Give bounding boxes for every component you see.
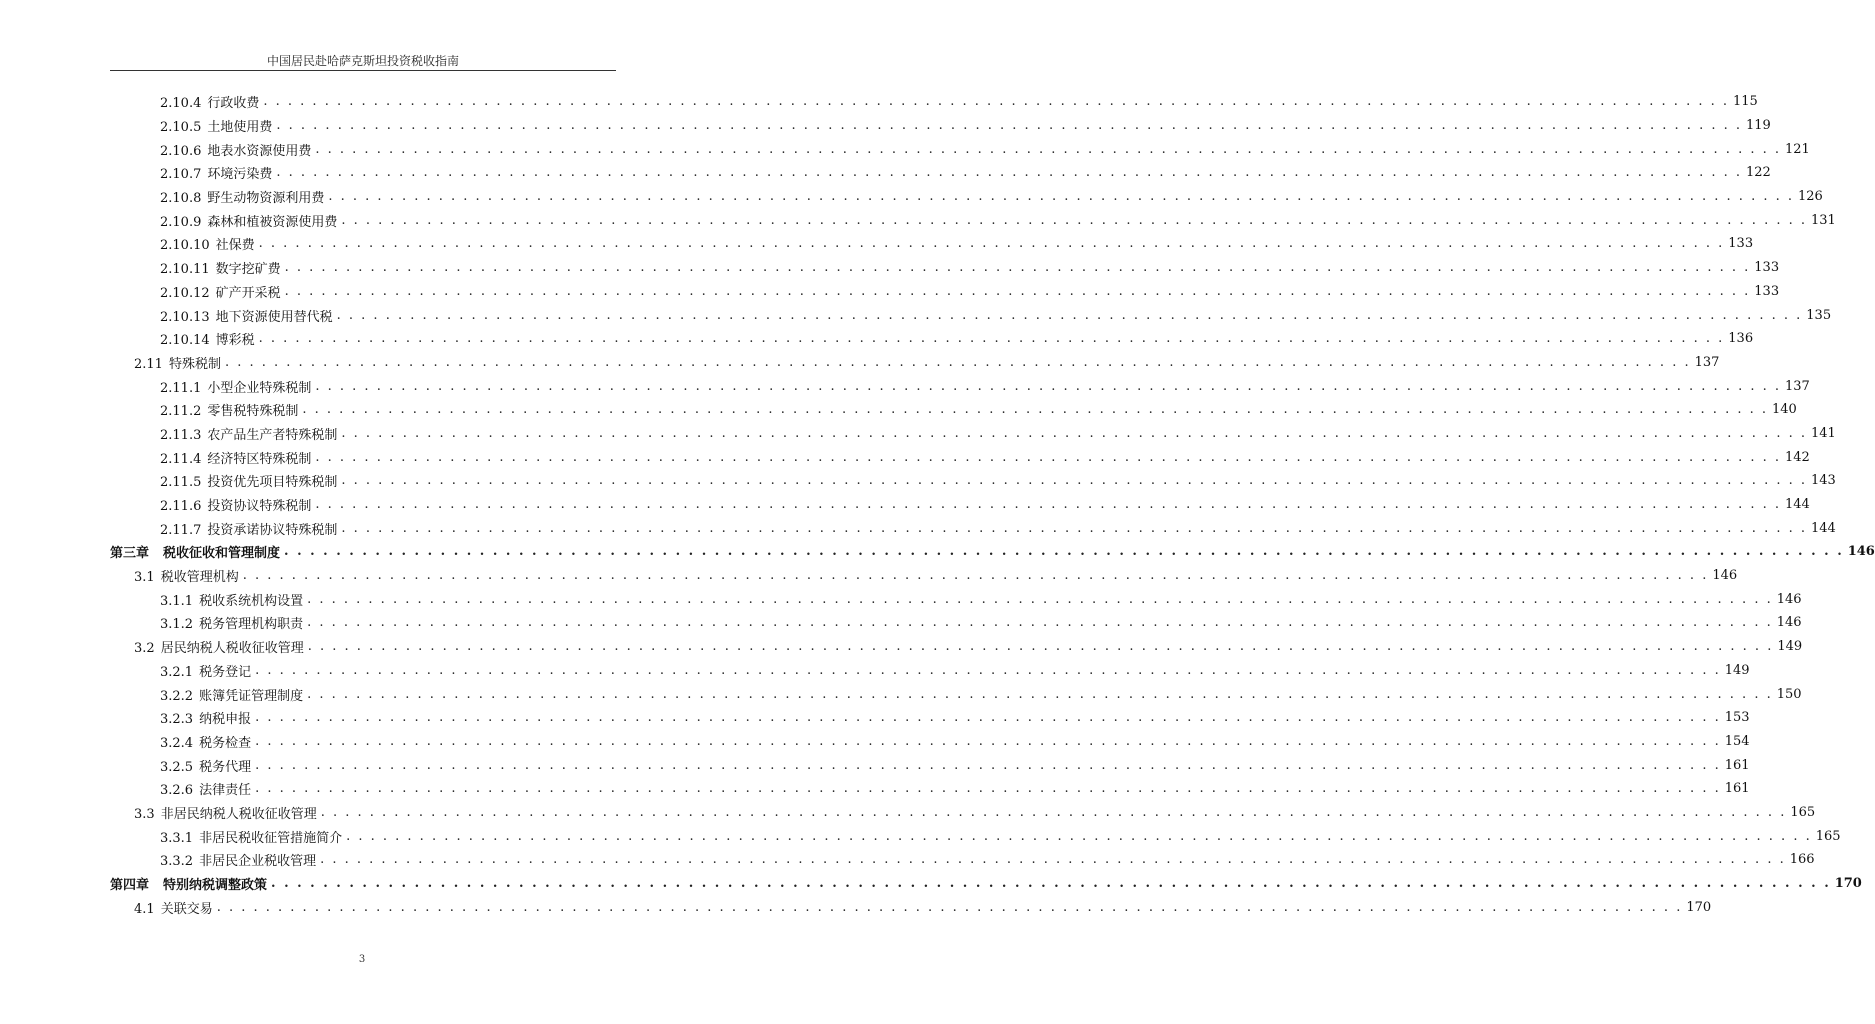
toc-entry-title [160,708,255,727]
toc-entry[interactable] [110,114,1771,138]
toc-entry-number: 4.1 [134,901,155,917]
toc-leader-dots: . . . . . . . . . . . . . . . . . . . . . . . . . . . . . . . . . . . . . . . . . . . . . . . . . . . . . . . . . . . . . . . . . . . . . . . . . . . . . . . . . . . . . . . . . . . . . . . . . . . . . . . . . . . . . . . . . . . . . . . . [263,94,1730,110]
toc-entry-page: 131 [1811,212,1836,228]
toc-entry-title [110,874,271,893]
toc-entry-title [160,400,302,419]
toc-entry-page: 161 [1724,781,1750,797]
toc-leader-dots: . . . . . . . . . . . . . . . . . . . . . . . . . . . . . . . . . . . . . . . . . . . . . . . . . . . . . . . . . . . . . . . . . . . . . . . . . . . . . . . . . . . . . . . . . . . . . . . . . . . . . . . . . . . . . . . . . . . . . . . . [341,425,1808,441]
toc-entry-page: 144 [1785,497,1810,513]
toc-entry-number: 2.10.12 [160,285,210,301]
toc-entry-title [160,116,276,135]
toc-entry-title [110,542,284,561]
toc-leader-dots: . . . . . . . . . . . . . . . . . . . . . . . . . . . . . . . . . . . . . . . . . . . . . . . . . . . . . . . . . . . . . . . . . . . . . . . . . . . . . . . . . . . . . . . . . . . . . . . . . . . . . . . . . . . . . . . . . . . . . . . . [224,354,1691,370]
toc-entry-number: 第三章 [110,546,150,562]
toc-entry-page: 144 [1811,520,1836,536]
toc-entry-page: 165 [1815,828,1841,844]
toc-entry-page: 133 [1754,283,1780,299]
table-of-contents [110,90,1875,919]
toc-entry-text: 税收征收和管理制度 [163,546,281,562]
toc-leader-dots: . . . . . . . . . . . . . . . . . . . . . . . . . . . . . . . . . . . . . . . . . . . . . . . . . . . . . . . . . . . . . . . . . . . . . . . . . . . . . . . . . . . . . . . . . . . . . . . . . . . . . . . . . . . . . . . . . . . . . . . . [271,876,1831,892]
toc-entry-number: 3.2.2 [160,688,194,704]
toc-entry-page: 165 [1790,804,1816,820]
toc-entry-text: 特别纳税调整政策 [163,878,268,894]
toc-entry[interactable] [110,730,1750,754]
toc-entry-text: 投资协议特殊税制 [207,499,312,515]
toc-entry-title [160,732,255,751]
toc-leader-dots: . . . . . . . . . . . . . . . . . . . . . . . . . . . . . . . . . . . . . . . . . . . . . . . . . . . . . . . . . . . . . . . . . . . . . . . . . . . . . . . . . . . . . . . . . . . . . . . . . . . . . . . . . . . . . . . . . . . . . . . . [255,757,1721,773]
toc-entry[interactable] [110,895,1712,919]
toc-entry-number: 2.11.7 [160,522,202,538]
toc-entry[interactable] [110,540,1875,564]
toc-leader-dots: . . . . . . . . . . . . . . . . . . . . . . . . . . . . . . . . . . . . . . . . . . . . . . . . . . . . . . . . . . . . . . . . . . . . . . . . . . . . . . . . . . . . . . . . . . . . . . . . . . . . . . . . . . . . . . . . . . . . . . . . [320,804,1787,820]
toc-entry-page: 170 [1686,899,1712,915]
toc-entry-page: 142 [1785,449,1810,465]
toc-leader-dots: . . . . . . . . . . . . . . . . . . . . . . . . . . . . . . . . . . . . . . . . . . . . . . . . . . . . . . . . . . . . . . . . . . . . . . . . . . . . . . . . . . . . . . . . . . . . . . . . . . . . . . . . . . . . . . . . . . . . . . . . [276,118,1743,134]
toc-leader-dots: . . . . . . . . . . . . . . . . . . . . . . . . . . . . . . . . . . . . . . . . . . . . . . . . . . . . . . . . . . . . . . . . . . . . . . . . . . . . . . . . . . . . . . . . . . . . . . . . . . . . . . . . . . . . . . . . . . . . . . . . [242,568,1709,584]
toc-entry-title [134,566,243,585]
toc-entry-text: 数字挖矿费 [215,262,281,278]
toc-entry-number: 2.10.4 [160,96,202,112]
toc-entry-text: 行政收费 [207,96,260,112]
toc-entry-page: 137 [1694,354,1720,370]
toc-entry-page: 122 [1746,165,1771,181]
toc-entry-title [160,329,259,348]
toc-entry[interactable] [110,422,1836,446]
toc-entry[interactable] [110,445,1810,469]
toc-entry-number: 3.3.2 [160,854,194,870]
toc-entry[interactable] [110,256,1780,280]
header-rule [110,70,616,71]
toc-leader-dots: . . . . . . . . . . . . . . . . . . . . . . . . . . . . . . . . . . . . . . . . . . . . . . . . . . . . . . . . . . . . . . . . . . . . . . . . . . . . . . . . . . . . . . . . . . . . . . . . . . . . . . . . . . . . . . . . . . . . . . . . [258,331,1725,347]
toc-entry[interactable] [110,208,1836,232]
toc-entry-text: 社保费 [215,238,255,254]
toc-entry-number: 3.2.5 [160,759,194,775]
toc-entry[interactable] [110,848,1815,872]
toc-entry-text: 土地使用费 [207,120,273,136]
toc-entry-text: 环境污染费 [207,167,273,183]
toc-entry-title [160,234,259,253]
toc-entry[interactable] [110,493,1810,517]
toc-entry-title [160,471,341,490]
toc-entry-text: 零售税特殊税制 [207,404,299,420]
toc-entry-title [160,661,255,680]
toc-entry-text: 矿产开采税 [215,285,281,301]
toc-entry-text: 账簿凭证管理制度 [199,688,304,704]
toc-entry-number: 2.10.11 [160,262,210,278]
toc-entry-page: 149 [1777,639,1803,655]
toc-entry-title [160,187,328,206]
toc-entry-number: 3.3 [134,806,155,822]
toc-entry[interactable] [110,635,1803,659]
toc-entry-page: 146 [1776,615,1802,631]
toc-entry-number: 2.10.14 [160,333,210,349]
toc-entry-title [160,211,341,230]
toc-leader-dots: . . . . . . . . . . . . . . . . . . . . . . . . . . . . . . . . . . . . . . . . . . . . . . . . . . . . . . . . . . . . . . . . . . . . . . . . . . . . . . . . . . . . . . . . . . . . . . . . . . . . . . . . . . . . . . . . . . . . . . . . [255,781,1721,797]
toc-entry[interactable] [110,398,1797,422]
toc-entry[interactable] [110,469,1836,493]
toc-entry[interactable] [110,659,1750,683]
toc-leader-dots: . . . . . . . . . . . . . . . . . . . . . . . . . . . . . . . . . . . . . . . . . . . . . . . . . . . . . . . . . . . . . . . . . . . . . . . . . . . . . . . . . . . . . . . . . . . . . . . . . . . . . . . . . . . . . . . . . . . . . . . . [284,260,1751,276]
toc-entry-number: 2.10.5 [160,120,202,136]
toc-entry-page: 153 [1724,710,1750,726]
toc-entry[interactable] [110,327,1754,351]
toc-entry-number: 2.11 [134,356,163,372]
toc-entry-page: 149 [1724,662,1750,678]
running-header: 中国居民赴哈萨克斯坦投资税收指南 [266,54,459,68]
toc-entry[interactable] [110,161,1771,185]
toc-entry-title [160,163,276,182]
toc-entry-number: 2.11.3 [160,427,202,443]
toc-leader-dots: . . . . . . . . . . . . . . . . . . . . . . . . . . . . . . . . . . . . . . . . . . . . . . . . . . . . . . . . . . . . . . . . . . . . . . . . . . . . . . . . . . . . . . . . . . . . . . . . . . . . . . . . . . . . . . . . . . . . . . . . [255,662,1721,678]
toc-entry-page: 166 [1789,852,1815,868]
toc-entry-text: 税务登记 [199,664,252,680]
toc-entry-title [160,590,307,609]
toc-entry-text: 税务管理机构职责 [199,617,304,633]
toc-entry-title [160,779,255,798]
toc-leader-dots: . . . . . . . . . . . . . . . . . . . . . . . . . . . . . . . . . . . . . . . . . . . . . . . . . . . . . . . . . . . . . . . . . . . . . . . . . . . . . . . . . . . . . . . . . . . . . . . . . . . . . . . . . . . . . . . . . . . . . . . . [284,283,1751,299]
toc-leader-dots: . . . . . . . . . . . . . . . . . . . . . . . . . . . . . . . . . . . . . . . . . . . . . . . . . . . . . . . . . . . . . . . . . . . . . . . . . . . . . . . . . . . . . . . . . . . . . . . . . . . . . . . . . . . . . . . . . . . . . . . . [341,212,1808,228]
toc-leader-dots: . . . . . . . . . . . . . . . . . . . . . . . . . . . . . . . . . . . . . . . . . . . . . . . . . . . . . . . . . . . . . . . . . . . . . . . . . . . . . . . . . . . . . . . . . . . . . . . . . . . . . . . . . . . . . . . . . . . . . . . . [284,544,1844,560]
toc-entry-page: 135 [1806,307,1832,323]
toc-entry-text: 小型企业特殊税制 [207,380,312,396]
toc-entry[interactable] [110,872,1862,896]
toc-entry-text: 经济特区特殊税制 [207,451,312,467]
toc-entry-text: 农产品生产者特殊税制 [207,427,338,443]
toc-entry-page: 141 [1811,425,1836,441]
toc-entry[interactable] [110,232,1754,256]
toc-entry-text: 税收管理机构 [160,570,239,586]
toc-entry[interactable] [110,801,1816,825]
toc-entry-page: 115 [1733,94,1758,110]
toc-entry[interactable] [110,303,1832,327]
toc-entry-title [160,850,320,869]
toc-leader-dots: . . . . . . . . . . . . . . . . . . . . . . . . . . . . . . . . . . . . . . . . . . . . . . . . . . . . . . . . . . . . . . . . . . . . . . . . . . . . . . . . . . . . . . . . . . . . . . . . . . . . . . . . . . . . . . . . . . . . . . . . [307,615,1773,631]
toc-entry[interactable] [110,777,1750,801]
toc-entry-text: 特殊税制 [168,356,221,372]
toc-entry-number: 2.10.10 [160,238,210,254]
toc-entry-number: 第四章 [110,878,150,894]
toc-leader-dots: . . . . . . . . . . . . . . . . . . . . . . . . . . . . . . . . . . . . . . . . . . . . . . . . . . . . . . . . . . . . . . . . . . . . . . . . . . . . . . . . . . . . . . . . . . . . . . . . . . . . . . . . . . . . . . . . . . . . . . . . [341,473,1808,489]
toc-leader-dots: . . . . . . . . . . . . . . . . . . . . . . . . . . . . . . . . . . . . . . . . . . . . . . . . . . . . . . . . . . . . . . . . . . . . . . . . . . . . . . . . . . . . . . . . . . . . . . . . . . . . . . . . . . . . . . . . . . . . . . . . [255,710,1721,726]
toc-entry-title [160,377,315,396]
toc-entry-page: 140 [1772,402,1797,418]
toc-leader-dots: . . . . . . . . . . . . . . . . . . . . . . . . . . . . . . . . . . . . . . . . . . . . . . . . . . . . . . . . . . . . . . . . . . . . . . . . . . . . . . . . . . . . . . . . . . . . . . . . . . . . . . . . . . . . . . . . . . . . . . . . [315,497,1782,513]
toc-entry-text: 投资优先项目特殊税制 [207,475,338,491]
toc-entry-text: 非居民税收征管措施简介 [199,830,343,846]
toc-entry[interactable] [110,185,1823,209]
toc-entry-page: 161 [1724,757,1750,773]
toc-entry-number: 3.2.1 [160,664,194,680]
toc-entry-page: 170 [1834,876,1862,892]
toc-entry[interactable] [110,753,1750,777]
toc-entry-title [134,353,225,372]
toc-leader-dots: . . . . . . . . . . . . . . . . . . . . . . . . . . . . . . . . . . . . . . . . . . . . . . . . . . . . . . . . . . . . . . . . . . . . . . . . . . . . . . . . . . . . . . . . . . . . . . . . . . . . . . . . . . . . . . . . . . . . . . . . [315,378,1782,394]
toc-entry-title [160,756,255,775]
toc-leader-dots: . . . . . . . . . . . . . . . . . . . . . . . . . . . . . . . . . . . . . . . . . . . . . . . . . . . . . . . . . . . . . . . . . . . . . . . . . . . . . . . . . . . . . . . . . . . . . . . . . . . . . . . . . . . . . . . . . . . . . . . . [341,520,1808,536]
toc-entry-title [160,306,337,325]
toc-entry[interactable] [110,564,1738,588]
toc-entry-page: 143 [1811,473,1836,489]
toc-entry-page: 121 [1785,141,1810,157]
toc-leader-dots: . . . . . . . . . . . . . . . . . . . . . . . . . . . . . . . . . . . . . . . . . . . . . . . . . . . . . . . . . . . . . . . . . . . . . . . . . . . . . . . . . . . . . . . . . . . . . . . . . . . . . . . . . . . . . . . . . . . . . . . . [315,141,1782,157]
toc-entry-page: 146 [1776,591,1802,607]
toc-entry-number: 3.1 [134,570,155,586]
toc-entry[interactable] [110,351,1720,375]
toc-entry-text: 非居民企业税收管理 [199,854,317,870]
toc-leader-dots: . . . . . . . . . . . . . . . . . . . . . . . . . . . . . . . . . . . . . . . . . . . . . . . . . . . . . . . . . . . . . . . . . . . . . . . . . . . . . . . . . . . . . . . . . . . . . . . . . . . . . . . . . . . . . . . . . . . . . . . . [255,733,1721,749]
toc-entry[interactable] [110,706,1750,730]
toc-entry-number: 2.10.9 [160,214,202,230]
toc-entry-text: 居民纳税人税收征收管理 [160,641,304,657]
toc-entry-text: 投资承诺协议特殊税制 [207,522,338,538]
toc-entry-number: 2.10.6 [160,143,202,159]
toc-leader-dots: . . . . . . . . . . . . . . . . . . . . . . . . . . . . . . . . . . . . . . . . . . . . . . . . . . . . . . . . . . . . . . . . . . . . . . . . . . . . . . . . . . . . . . . . . . . . . . . . . . . . . . . . . . . . . . . . . . . . . . . . [302,402,1769,418]
toc-entry-page: 126 [1798,189,1823,205]
toc-leader-dots: . . . . . . . . . . . . . . . . . . . . . . . . . . . . . . . . . . . . . . . . . . . . . . . . . . . . . . . . . . . . . . . . . . . . . . . . . . . . . . . . . . . . . . . . . . . . . . . . . . . . . . . . . . . . . . . . . . . . . . . . [216,899,1683,915]
toc-entry[interactable] [110,90,1758,114]
toc-entry-page: 133 [1728,236,1754,252]
toc-leader-dots: . . . . . . . . . . . . . . . . . . . . . . . . . . . . . . . . . . . . . . . . . . . . . . . . . . . . . . . . . . . . . . . . . . . . . . . . . . . . . . . . . . . . . . . . . . . . . . . . . . . . . . . . . . . . . . . . . . . . . . . . [315,449,1782,465]
toc-entry-title [134,637,308,656]
toc-entry-title [160,613,307,632]
toc-entry-page: 136 [1728,331,1754,347]
toc-entry-page: 137 [1785,378,1810,394]
toc-entry[interactable] [110,587,1802,611]
toc-entry-title [134,803,321,822]
toc-entry-number: 2.10.7 [160,167,202,183]
toc-entry-number: 3.1.1 [160,593,194,609]
toc-entry-number: 2.10.13 [160,309,210,325]
toc-entry-number: 2.11.1 [160,380,202,396]
toc-entry-title [160,282,285,301]
toc-entry-text: 非居民纳税人税收征收管理 [160,806,317,822]
toc-entry-page: 133 [1754,260,1780,276]
toc-entry-number: 2.11.2 [160,404,202,420]
toc-leader-dots: . . . . . . . . . . . . . . . . . . . . . . . . . . . . . . . . . . . . . . . . . . . . . . . . . . . . . . . . . . . . . . . . . . . . . . . . . . . . . . . . . . . . . . . . . . . . . . . . . . . . . . . . . . . . . . . . . . . . . . . . [346,828,1812,844]
toc-entry-number: 3.2.3 [160,712,194,728]
toc-entry[interactable] [110,516,1836,540]
toc-entry-text: 关联交易 [160,901,213,917]
toc-entry-page: 119 [1746,118,1771,134]
toc-entry-number: 2.10.8 [160,191,202,207]
toc-entry-number: 2.11.4 [160,451,202,467]
toc-entry[interactable] [110,824,1841,848]
toc-leader-dots: . . . . . . . . . . . . . . . . . . . . . . . . . . . . . . . . . . . . . . . . . . . . . . . . . . . . . . . . . . . . . . . . . . . . . . . . . . . . . . . . . . . . . . . . . . . . . . . . . . . . . . . . . . . . . . . . . . . . . . . . [307,686,1773,702]
toc-entry-number: 3.2 [134,641,155,657]
toc-leader-dots: . . . . . . . . . . . . . . . . . . . . . . . . . . . . . . . . . . . . . . . . . . . . . . . . . . . . . . . . . . . . . . . . . . . . . . . . . . . . . . . . . . . . . . . . . . . . . . . . . . . . . . . . . . . . . . . . . . . . . . . . [307,591,1773,607]
toc-entry[interactable] [110,611,1802,635]
toc-entry[interactable] [110,374,1810,398]
toc-leader-dots: . . . . . . . . . . . . . . . . . . . . . . . . . . . . . . . . . . . . . . . . . . . . . . . . . . . . . . . . . . . . . . . . . . . . . . . . . . . . . . . . . . . . . . . . . . . . . . . . . . . . . . . . . . . . . . . . . . . . . . . . [276,165,1743,181]
toc-leader-dots: . . . . . . . . . . . . . . . . . . . . . . . . . . . . . . . . . . . . . . . . . . . . . . . . . . . . . . . . . . . . . . . . . . . . . . . . . . . . . . . . . . . . . . . . . . . . . . . . . . . . . . . . . . . . . . . . . . . . . . . . [320,852,1786,868]
toc-entry-text: 地表水资源使用费 [207,143,312,159]
toc-entry-text: 森林和植被资源使用费 [207,214,338,230]
toc-entry-title [160,448,315,467]
toc-entry-number: 3.2.6 [160,783,194,799]
toc-entry-text: 法律责任 [199,783,252,799]
toc-entry-text: 野生动物资源利用费 [207,191,325,207]
toc-entry-title [160,258,285,277]
toc-entry-text: 纳税申报 [199,712,252,728]
toc-entry-page: 150 [1776,686,1802,702]
toc-entry-page: 146 [1847,544,1875,560]
toc-entry-number: 3.3.1 [160,830,194,846]
toc-entry-text: 税务检查 [199,735,252,751]
toc-entry-title [160,519,341,538]
toc-entry-page: 154 [1724,733,1750,749]
toc-entry-number: 2.11.5 [160,475,202,491]
toc-entry-page: 146 [1712,568,1738,584]
toc-entry-title [160,424,341,443]
toc-entry[interactable] [110,682,1802,706]
page-number: 3 [358,954,366,965]
toc-entry-title [160,92,263,111]
toc-entry-text: 博彩税 [215,333,255,349]
toc-entry-text: 税务代理 [199,759,252,775]
toc-entry-title [160,140,315,159]
toc-entry-number: 3.1.2 [160,617,194,633]
toc-entry-title [160,685,307,704]
toc-entry-text: 税收系统机构设置 [199,593,304,609]
toc-entry-number: 2.11.6 [160,499,202,515]
toc-entry-number: 3.2.4 [160,735,194,751]
toc-entry-text: 地下资源使用替代税 [215,309,333,325]
toc-entry-title [160,495,315,514]
toc-entry[interactable] [110,137,1810,161]
toc-entry-title [160,827,346,846]
toc-leader-dots: . . . . . . . . . . . . . . . . . . . . . . . . . . . . . . . . . . . . . . . . . . . . . . . . . . . . . . . . . . . . . . . . . . . . . . . . . . . . . . . . . . . . . . . . . . . . . . . . . . . . . . . . . . . . . . . . . . . . . . . . [258,236,1725,252]
toc-leader-dots: . . . . . . . . . . . . . . . . . . . . . . . . . . . . . . . . . . . . . . . . . . . . . . . . . . . . . . . . . . . . . . . . . . . . . . . . . . . . . . . . . . . . . . . . . . . . . . . . . . . . . . . . . . . . . . . . . . . . . . . . [336,307,1803,323]
toc-entry[interactable] [110,280,1780,304]
toc-leader-dots: . . . . . . . . . . . . . . . . . . . . . . . . . . . . . . . . . . . . . . . . . . . . . . . . . . . . . . . . . . . . . . . . . . . . . . . . . . . . . . . . . . . . . . . . . . . . . . . . . . . . . . . . . . . . . . . . . . . . . . . . [328,189,1795,205]
toc-entry-title [134,898,217,917]
toc-leader-dots: . . . . . . . . . . . . . . . . . . . . . . . . . . . . . . . . . . . . . . . . . . . . . . . . . . . . . . . . . . . . . . . . . . . . . . . . . . . . . . . . . . . . . . . . . . . . . . . . . . . . . . . . . . . . . . . . . . . . . . . . [307,639,1774,655]
